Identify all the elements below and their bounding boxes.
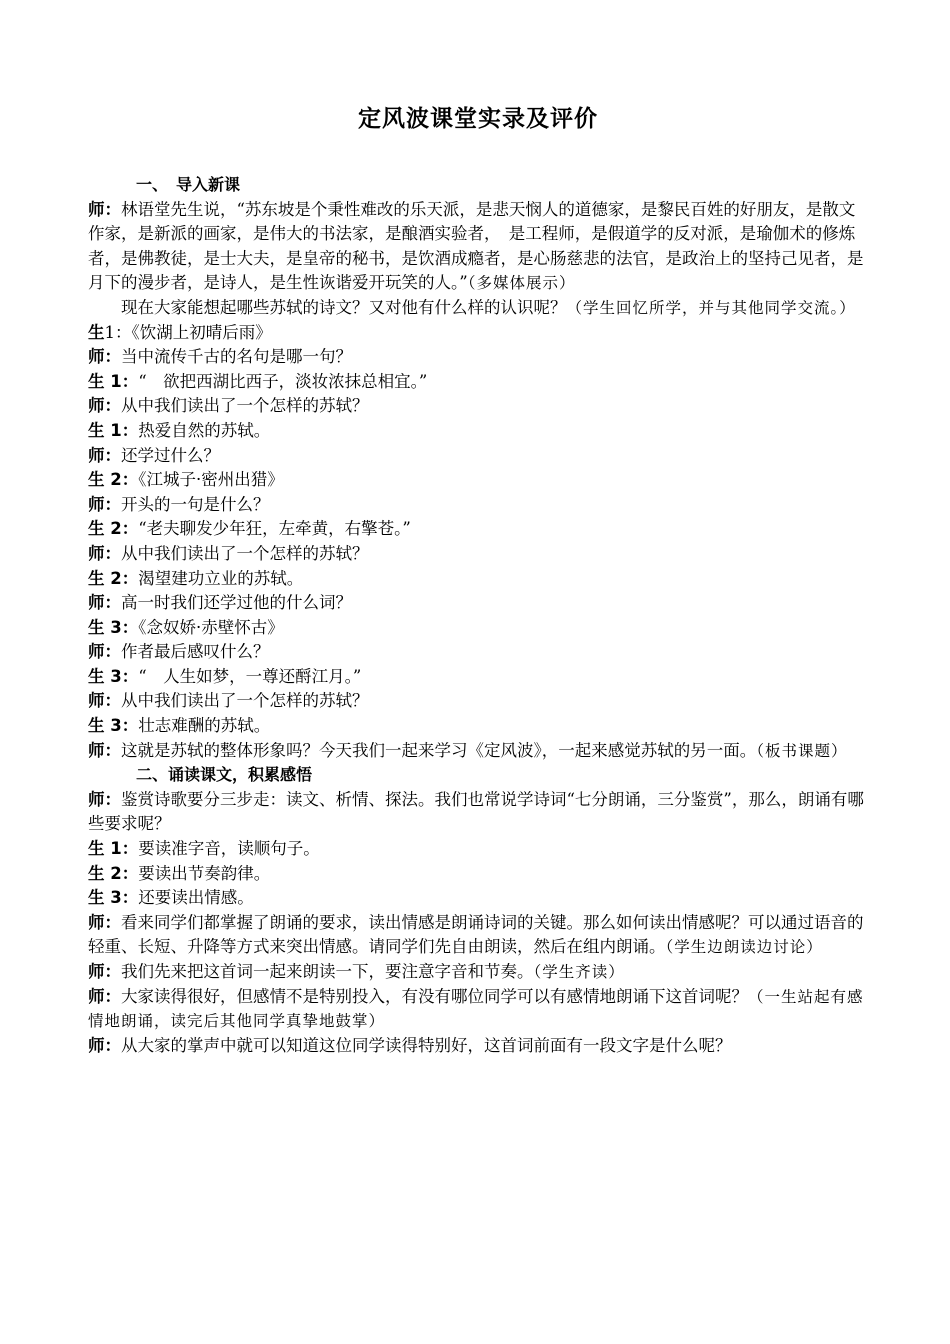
dialogue-line [88,345,868,370]
dialogue-line [88,862,868,887]
dialogue-text: 高一时我们还学过他的什么词？ [121,593,352,613]
dialogue-text: 《江城子·密州出猎》 [138,470,284,490]
section-heading-2: 二、诵读课文，积累感悟 [136,765,313,785]
document-page [88,100,868,1058]
dialogue-text: 当中流传千古的名句是哪一句？ [121,347,352,367]
speaker-label: 生 [88,322,105,342]
dialogue-line [88,296,868,321]
dialogue-line [88,567,868,592]
speaker-label: 师： [88,789,121,809]
speaker-label: 生 2： [88,568,139,588]
dialogue-line [88,886,868,911]
dialogue-line [88,1034,868,1059]
stage-note: （板书课题） [756,741,848,760]
speaker-label: 师： [88,199,121,219]
speaker-label: 师： [88,347,121,367]
dialogue-line [88,591,868,616]
dialogue-line [88,419,868,444]
dialogue-text: 《念奴娇·赤壁怀古》 [138,617,284,637]
document-title: 定风波课堂实录及评价 [358,106,598,132]
speaker-label: 师： [88,962,121,981]
speaker-label: 师： [88,642,121,662]
dialogue-line [88,665,868,690]
speaker-label: 师： [88,740,121,760]
dialogue-line [88,714,868,739]
dialogue-line [88,394,868,419]
speaker-label: 生 2： [88,470,139,490]
dialogue-text: 要读出节奏韵律。 [138,863,271,883]
speaker-label: 生 3： [88,666,139,686]
dialogue-line [88,321,868,346]
dialogue-text: 还学过什么？ [121,445,220,465]
dialogue-text: 这就是苏轼的整体形象吗？今天我们一起来学习《定风波》，一起来感觉苏轼的另一面。 [121,740,757,760]
dialogue-text: “ 欲把西湖比西子，淡妆浓抹总相宜。” [138,371,428,391]
dialogue-text: 渴望建功立业的苏轼。 [138,568,304,588]
dialogue-text: “ 人生如梦，一尊还酹江月。” [138,666,362,686]
dialogue-line [88,837,868,862]
dialogue-text: 热爱自然的苏轼。 [138,420,271,440]
dialogue-block-1 [88,198,868,764]
speaker-label: 生 2： [88,519,139,539]
dialogue-text: 林语堂先生说，“苏东坡是个秉性难改的乐天派，是悲天悯人的道德家，是黎民百姓的好朋友，是散文作家，是新派的画家，是伟大的书法家，是酿酒实验者， 是工程师，是假道学的反对派，是瑜伽术的修炼者，是佛教徒，是士大夫，是皇帝的秘书，是饮酒成瘾者，是心肠慈悲的法官，是政治上的坚持己见者，是月下的漫步者，是诗人，是生性诙谐爱开玩笑的人。” [88,199,864,293]
speaker-label: 师： [88,396,121,416]
speaker-label: 师： [88,494,121,514]
dialogue-line [88,788,868,837]
speaker-label: 生 2： [88,863,139,883]
speaker-label: 生 3： [88,617,139,637]
speaker-label: 师： [88,593,121,613]
dialogue-line [88,198,868,296]
stage-note: （一生站起有感情地朗诵，读完后其他同学真挚地鼓掌） [88,987,864,1031]
dialogue-line [88,960,868,985]
dialogue-text: 从中我们读出了一个怎样的苏轼？ [121,691,369,711]
dialogue-text: 从中我们读出了一个怎样的苏轼？ [121,543,369,563]
speaker-label: 师： [88,986,121,1006]
dialogue-text: “老夫聊发少年狂，左牵黄，右擎苍。” [138,519,411,539]
speaker-label: 师： [88,691,121,711]
dialogue-line [88,911,868,960]
stage-note: （学生边朗读边讨论） [665,938,823,957]
speaker-label: 生 1： [88,371,139,391]
dialogue-text: 作者最后感叹什么？ [121,642,270,662]
speaker-label: 师： [88,445,121,465]
dialogue-line [88,542,868,567]
dialogue-text: 还要读出情感。 [138,888,254,908]
dialogue-line [88,616,868,641]
speaker-label: 生 1： [88,420,139,440]
dialogue-text: 看来同学们都掌握了朗诵的要求，读出情感是朗诵诗词的关键。那么如何读出情感呢？可以通过语音的轻重、长短、升降等方式来突出情感。请同学们先自由朗读，然后在组内朗诵。 [88,912,864,957]
speaker-label: 生 3： [88,888,139,908]
stage-note: （学生齐读） [533,963,625,981]
dialogue-line [88,739,868,764]
dialogue-text: 大家读得很好，但感情不是特别投入，有没有哪位同学可以有感情地朗诵下这首词呢？ [121,986,748,1006]
dialogue-text: 我们先来把这首词一起来朗读一下，要注意字音和节奏。 [121,962,534,981]
dialogue-text: 鉴赏诗歌要分三步走：读文、析情、探法。我们也常说学诗词“七分朗诵，三分鉴赏”，那么，朗诵有哪些要求呢？ [88,789,864,834]
dialogue-line [88,370,868,395]
dialogue-text: 从中我们读出了一个怎样的苏轼？ [121,396,369,416]
section-heading-1: 一、 导入新课 [136,175,241,194]
speaker-label: 生 3： [88,716,139,736]
speaker-label: 生 1： [88,839,139,859]
dialogue-text: 1：《饮湖上初晴后雨》 [104,322,272,342]
speaker-label: 师： [88,1035,121,1055]
dialogue-text: 要读准字音，读顺句子。 [138,839,320,859]
speaker-label: 师： [88,543,121,563]
dialogue-line [88,468,868,493]
dialogue-block-2 [88,788,868,1059]
dialogue-text: 从大家的掌声中就可以知道这位同学读得特别好，这首词前面有一段文字是什么呢？ [121,1035,732,1055]
dialogue-text: 现在大家能想起哪些苏轼的诗文？又对他有什么样的认识呢？ [121,297,567,317]
dialogue-text: 壮志难酬的苏轼。 [138,716,271,736]
speaker-label: 师： [88,912,121,932]
dialogue-text: 开头的一句是什么？ [121,494,270,514]
dialogue-line [88,985,868,1034]
dialogue-line [88,640,868,665]
dialogue-line [88,444,868,469]
dialogue-line [88,493,868,518]
dialogue-line [88,689,868,714]
stage-note: （多媒体展示） [467,274,576,293]
dialogue-line [88,517,868,542]
stage-note: （学生回忆所学，并与其他同学交流。） [566,298,856,317]
